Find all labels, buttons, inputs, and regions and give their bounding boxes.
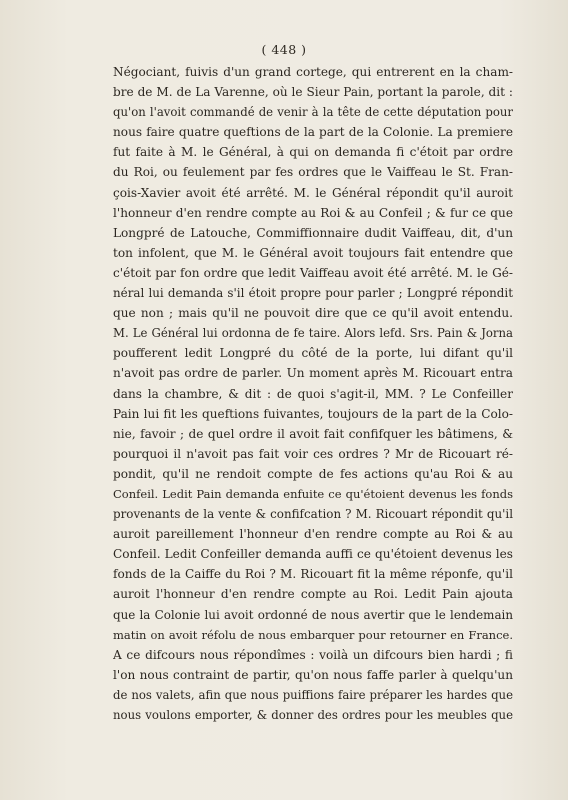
text-line: M. Le Général lui ordonna de fe taire. Alors lefd. Srs. Pain & Jorna [113,326,513,341]
text-line: nie, favoir ; de quel ordre il avoit fait confifquer les bâtimens, & [113,426,513,441]
text-line: de nos valets, afin que nous puiffions faire préparer les hardes que [113,687,513,702]
text-line: Pain lui fit les queftions fuivantes, toujours de la part de la Colo- [113,406,513,421]
text-line: Longpré de Latouche, Commiffionnaire dudit Vaiffeau, dit, d'un [113,225,513,240]
text-line: nous faire quatre queftions de la part de la Colonie. La premiere [113,125,513,140]
text-line: nous voulons emporter, & donner des ordres pour les meubles que [113,708,513,722]
body-text [113,62,513,725]
text-line: matin on avoit réfolu de nous embarquer pour retourner en France. [113,627,513,642]
text-line: dans la chambre, & dit : de quoi s'agit-il, MM. ? Le Confeiller [113,386,513,401]
text-line: poufferent ledit Longpré du côté de la porte, lui difant qu'il [113,346,513,361]
text-line: n'avoit pas ordre de parler. Un moment après M. Ricouart entra [113,366,513,381]
text-line: auroit pareillement l'honneur d'en rendre compte au Roi & au [113,527,513,542]
text-line: çois-Xavier avoit été arrêté. M. le Général répondit qu'il auroit [113,185,513,200]
text-line: que non ; mais qu'il ne pouvoit dire que ce qu'il avoit entendu. [113,306,513,321]
page-number: ( 448 ) [261,42,307,57]
text-line: pourquoi il n'avoit pas fait voir ces ordres ? Mr de Ricouart ré- [113,446,513,461]
text-line: fut faite à M. le Général, à qui on demanda fi c'étoit par ordre [113,145,513,160]
text-line: ton infolent, que M. le Général avoit toujours fait entendre que [113,245,513,260]
text-line: A ce difcours nous répondîmes : voilà un difcours bien hardi ; fi [113,647,513,662]
text-line: provenants de la vente & confifcation ? M. Ricouart répondit qu'il [113,507,513,522]
text-line: du Roi, ou feulement par fes ordres que le Vaiffeau le St. Fran- [113,165,513,180]
text-line: l'on nous contraint de partir, qu'on nous faffe parler à quelqu'un [113,667,513,682]
text-line: que la Colonie lui avoit ordonné de nous avertir que le lendemain [113,607,513,622]
text-line: bre de M. de La Varenne, où le Sieur Pain, portant la parole, dit : [113,85,513,100]
text-line: pondit, qu'il ne rendoit compte de fes actions qu'au Roi & au [113,466,513,481]
text-line: néral lui demanda s'il étoit propre pour parler ; Longpré répondit [113,286,513,301]
text-line: l'honneur d'en rendre compte au Roi & au Confeil ; & fur ce que [113,205,513,220]
text-line: qu'on l'avoit commandé de venir à la tête de cette députation pour [113,105,513,120]
text-line: Confeil. Ledit Pain demanda enfuite ce qu'étoient devenus les fonds [113,486,513,501]
text-line: fonds de la Caiffe du Roi ? M. Ricouart fit la même réponfe, qu'il [113,567,513,582]
text-line: Confeil. Ledit Confeiller demanda auffi ce qu'étoient devenus les [113,547,513,562]
text-line: c'étoit par fon ordre que ledit Vaiffeau avoit été arrêté. M. le Gé- [113,265,513,280]
text-line: auroit l'honneur d'en rendre compte au Roi. Ledit Pain ajouta [113,587,513,602]
text-line: Négociant, fuivis d'un grand cortege, qui entrerent en la cham- [113,65,513,79]
